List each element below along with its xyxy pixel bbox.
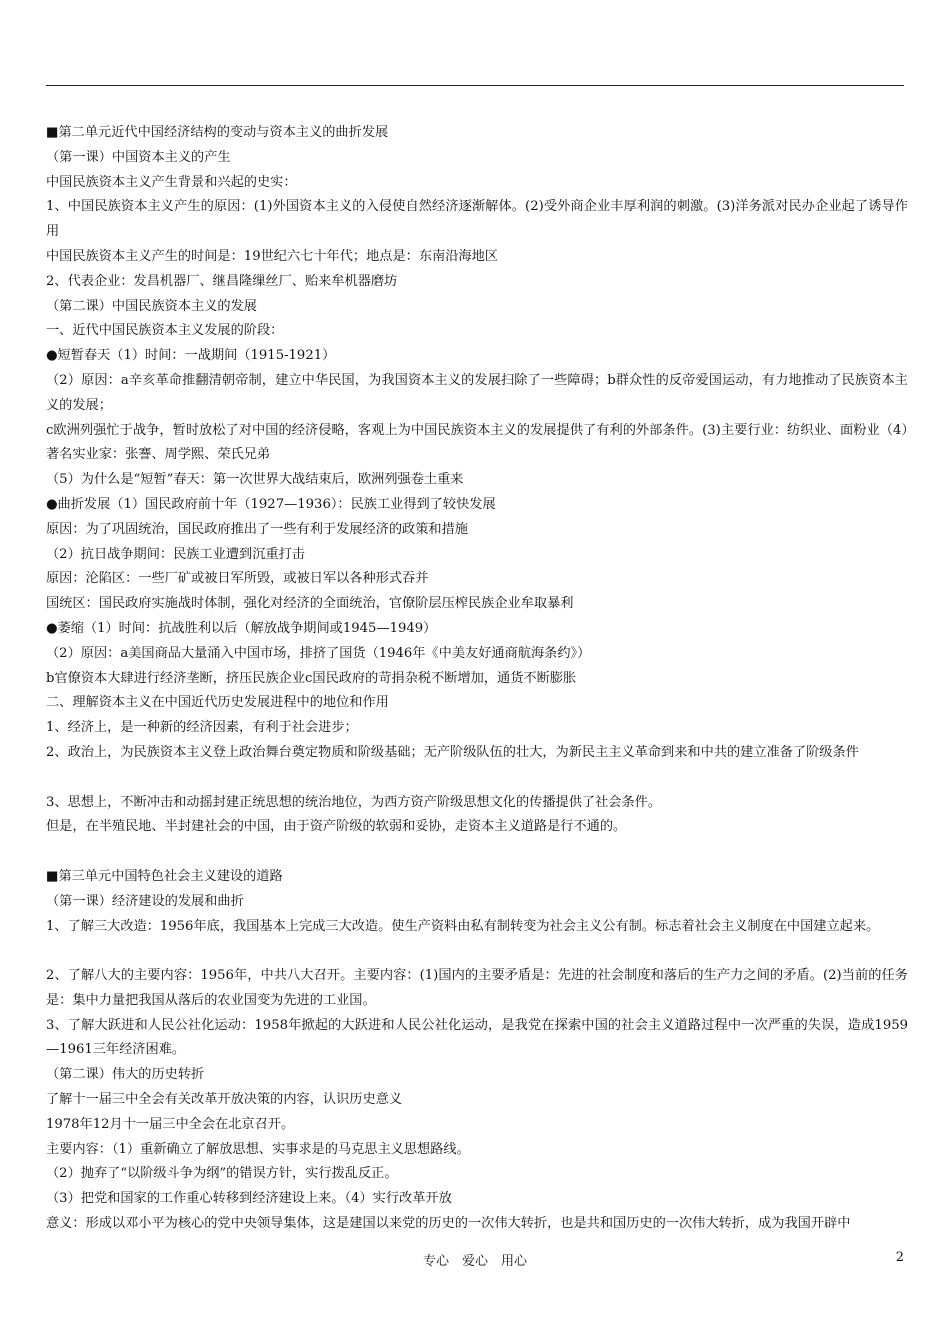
text-line: b官僚资本大肆进行经济垄断，挤压民族企业c国民政府的苛捐杂税不断增加，通货不断膨胀 — [46, 670, 577, 686]
text-paragraph: （2）原因：a辛亥革命推翻清朝帝制，建立中华民国，为我国资本主义的发展扫除了一些障碍；b群众性的反帝爱国运动，有力地推动了民族资本主义的发展； — [46, 372, 908, 413]
text-line: （2）原因：a美国商品大量涌入中国市场，排挤了国货（1946年《中美友好通商航海条约》） — [46, 645, 591, 661]
text-line: ●萎缩（1）时间：抗战胜利以后（解放战争期间或1945—1949） — [46, 620, 437, 636]
text-line: 国统区：国民政府实施战时体制，强化对经济的全面统治，官僚阶层压榨民族企业牟取暴利 — [46, 596, 574, 612]
text-line: 意义：形成以邓小平为核心的党中央领导集体，这是建国以来党的历史的一次伟大转折，也是共和国历史的一次伟大转折，成为我国开辟中 — [46, 1216, 851, 1232]
text-paragraph: 1、中国民族资本主义产生的原因：(1)外国资本主义的入侵使自然经济逐渐解体。(2)受外商企业丰厚利润的刺激。(3)洋务派对民办企业起了诱导作用 — [46, 199, 908, 240]
text-line: （3）把党和国家的工作重心转移到经济建设上来。（4）实行改革开放 — [46, 1191, 452, 1207]
text-paragraph: c欧洲列强忙于战争，暂时放松了对中国的经济侵略，客观上为中国民族资本主义的发展提供了有利的外部条件。(3)主要行业：纺织业、面粉业（4）著名实业家：张謇、周学熙、荣氏兄弟 — [46, 422, 908, 463]
text-line: 二、理解资本主义在中国近代历史发展进程中的地位和作用 — [46, 695, 389, 711]
text-line: ●曲折发展（1）国民政府前十年（1927—1936）：民族工业得到了较快发展 — [46, 496, 496, 512]
footer-motto: 专心 爱心 用心 — [422, 1254, 527, 1269]
text-paragraph: 2、了解八大的主要内容：1956年，中共八大召开。主要内容：(1)国内的主要矛盾是：先进的社会制度和落后的生产力之间的矛盾。(2)当前的任务是：集中力量把我国从落后的农业国变为先进的工业国。 — [46, 968, 908, 1008]
text-line: 了解十一届三中全会有关改革开放决策的内容，认识历史意义 — [46, 1092, 403, 1108]
unit-heading: ■第二单元近代中国经济结构的变动与资本主义的曲折发展 — [46, 125, 389, 140]
lesson-heading: （第一课）经济建设的发展和曲折 — [46, 893, 244, 909]
text-line: 原因：沦陷区：一些厂矿或被日军所毁，或被日军以各种形式吞并 — [46, 571, 429, 587]
text-line: 中国民族资本主义产生背景和兴起的史实： — [46, 174, 297, 190]
lesson-heading: （第二课）中国民族资本主义的发展 — [46, 298, 257, 314]
text-line: 一、近代中国民族资本主义发展的阶段： — [46, 323, 284, 339]
text-line: 3、思想上，不断冲击和动摇封建正统思想的统治地位，为西方资产阶级思想文化的传播提供了社会条件。 — [46, 794, 662, 810]
blank-line — [46, 939, 908, 964]
page-number: 2 — [895, 1250, 904, 1265]
text-line: 2、政治上，为民族资本主义登上政治舞台奠定物质和阶级基础；无产阶级队伍的壮大，为新民主主义革命到来和中共的建立准备了阶级条件 — [46, 744, 859, 760]
text-line: 1、了解三大改造：1956年底，我国基本上完成三大改造。使生产资料由私有制转变为社会主义公有制。标志着社会主义制度在中国建立起来。 — [46, 918, 880, 934]
header-rule — [46, 85, 904, 86]
blank-line — [46, 766, 908, 791]
text-line: （2）抛弃了“以阶级斗争为纲”的错误方针，实行拨乱反正。 — [46, 1166, 398, 1182]
blank-line — [46, 840, 908, 865]
text-line: 中国民族资本主义产生的时间是：19世纪六七十年代；地点是：东南沿海地区 — [46, 248, 498, 264]
text-line: （5）为什么是“短暂”春天：第一次世界大战结束后，欧洲列强卷土重来 — [46, 472, 464, 488]
text-line: 原因：为了巩固统治，国民政府推出了一些有利于发展经济的政策和措施 — [46, 521, 468, 537]
lesson-heading: （第二课）伟大的历史转折 — [46, 1067, 205, 1083]
text-line: 1、经济上，是一种新的经济因素，有利于社会进步； — [46, 720, 358, 736]
document-body — [46, 121, 908, 1237]
text-line: 1978年12月十一届三中全会在北京召开。 — [46, 1116, 295, 1132]
text-line: 但是，在半殖民地、半封建社会的中国，由于资产阶级的软弱和妥协，走资本主义道路是行不通的。 — [46, 819, 627, 835]
lesson-heading: （第一课）中国资本主义的产生 — [46, 149, 231, 165]
text-line: 2、代表企业：发昌机器厂、继昌隆缫丝厂、贻来牟机器磨坊 — [46, 273, 398, 289]
text-line: 主要内容：（1）重新确立了解放思想、实事求是的马克思主义思想路线。 — [46, 1141, 470, 1157]
unit-heading: ■第三单元中国特色社会主义建设的道路 — [46, 868, 283, 884]
text-line: ●短暂春天（1）时间：一战期间（1915-1921） — [46, 348, 336, 364]
text-paragraph: 3、了解大跃进和人民公社化运动：1958年掀起的大跃进和人民公社化运动，是我党在探索中国的社会主义道路过程中一次严重的失误，造成1959—1961三年经济困难。 — [46, 1017, 908, 1058]
text-line: （2）抗日战争期间：民族工业遭到沉重打击 — [46, 546, 305, 562]
